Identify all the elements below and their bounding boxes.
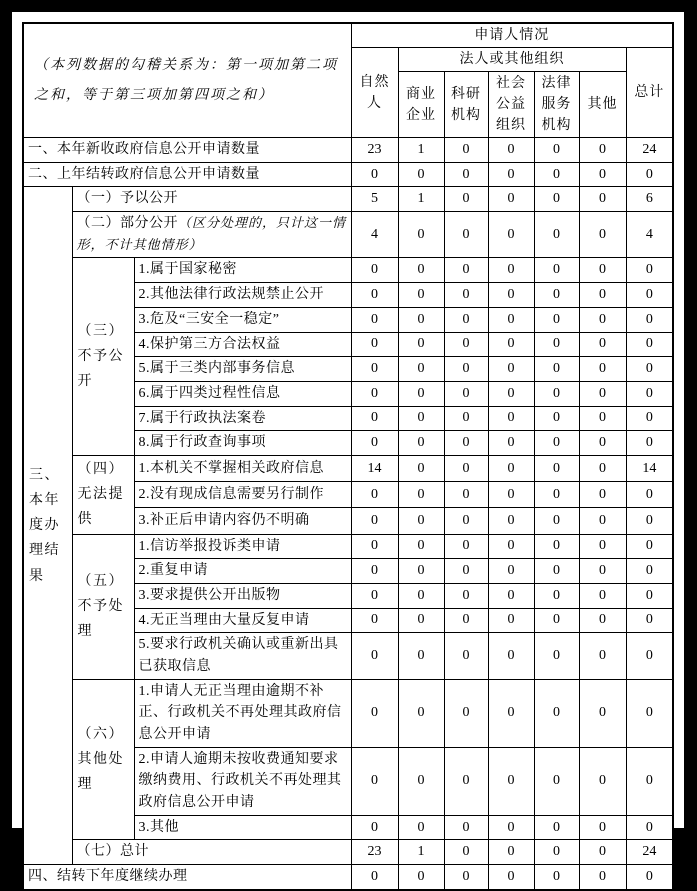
value-cell: 0: [444, 559, 488, 584]
value-cell: 0: [579, 258, 626, 283]
value-cell: 0: [351, 747, 398, 815]
value-cell: 0: [534, 431, 579, 456]
value-cell: 0: [398, 679, 444, 747]
value-cell: 0: [351, 633, 398, 679]
value-cell: 0: [444, 679, 488, 747]
group-label-not-disclosed: （三）不予公开: [72, 258, 134, 456]
value-cell: 0: [579, 381, 626, 406]
row-label-mass-repeated-without-reason: 4.无正当理由大量反复申请: [134, 608, 351, 633]
value-cell: 0: [579, 865, 626, 890]
value-cell: 0: [351, 608, 398, 633]
value-cell: 0: [626, 508, 673, 534]
row-label-note: （区分处理的，只计这一情形，不计其他情形）: [76, 215, 347, 252]
value-cell: 0: [351, 307, 398, 332]
row-label-administrative-inquiry: 8.属于行政查询事项: [134, 431, 351, 456]
value-cell: 0: [398, 307, 444, 332]
value-cell: 24: [626, 840, 673, 865]
value-cell: 0: [398, 381, 444, 406]
header-row-1: [23, 23, 673, 48]
group-label-other-processing: （六）其他处理: [72, 679, 134, 840]
value-cell: 0: [351, 162, 398, 187]
value-cell: 0: [398, 583, 444, 608]
value-cell: 0: [579, 633, 626, 679]
value-cell: 4: [351, 212, 398, 258]
value-cell: 0: [626, 332, 673, 357]
value-cell: 0: [626, 679, 673, 747]
value-cell: 0: [488, 633, 534, 679]
value-cell: 0: [444, 162, 488, 187]
row-label-other: 3.其他: [134, 815, 351, 840]
value-cell: 0: [534, 455, 579, 481]
value-cell: 0: [488, 431, 534, 456]
value-cell: 0: [488, 406, 534, 431]
value-cell: 14: [626, 455, 673, 481]
value-cell: 0: [488, 679, 534, 747]
value-cell: 4: [626, 212, 673, 258]
value-cell: 0: [534, 633, 579, 679]
value-cell: 0: [534, 559, 579, 584]
table-row: [23, 679, 673, 747]
value-cell: 0: [351, 679, 398, 747]
row-label-new-applications: 一、本年新收政府信息公开申请数量: [23, 138, 351, 163]
value-cell: 24: [626, 138, 673, 163]
value-cell: 0: [626, 534, 673, 559]
value-cell: 23: [351, 840, 398, 865]
value-cell: 0: [488, 482, 534, 508]
value-cell: 0: [579, 583, 626, 608]
value-cell: 0: [534, 138, 579, 163]
value-cell: 0: [398, 258, 444, 283]
value-cell: 1: [398, 187, 444, 212]
value-cell: 0: [398, 357, 444, 382]
value-cell: 0: [488, 162, 534, 187]
value-cell: 0: [444, 865, 488, 890]
row-label-overdue-unpaid-fees: 2.申请人逾期未按收费通知要求缴纳费用、行政机关不再处理其政府信息公开申请: [134, 747, 351, 815]
value-cell: 0: [488, 455, 534, 481]
value-cell: 0: [351, 865, 398, 890]
value-cell: 0: [626, 747, 673, 815]
value-cell: 0: [398, 608, 444, 633]
value-cell: 0: [351, 258, 398, 283]
row-label-process-info: 6.属于四类过程性信息: [134, 381, 351, 406]
value-cell: 0: [626, 559, 673, 584]
value-cell: 0: [534, 283, 579, 308]
value-cell: 0: [444, 283, 488, 308]
value-cell: 0: [579, 747, 626, 815]
value-cell: 0: [351, 815, 398, 840]
value-cell: 0: [488, 258, 534, 283]
value-cell: 0: [488, 212, 534, 258]
value-cell: 0: [579, 679, 626, 747]
value-cell: 0: [444, 815, 488, 840]
value-cell: 0: [579, 431, 626, 456]
row-label-prohibited-by-law: 2.其他法律行政法规禁止公开: [134, 283, 351, 308]
value-cell: 0: [534, 583, 579, 608]
col-header-legal-service-org: 法律服务机构: [534, 72, 579, 138]
value-cell: 0: [488, 357, 534, 382]
value-cell: 0: [351, 381, 398, 406]
col-header-natural-person: 自然人: [351, 48, 398, 138]
disclosure-table: [22, 22, 674, 891]
value-cell: 0: [444, 840, 488, 865]
value-cell: 0: [534, 747, 579, 815]
group-label-unable-to-provide: （四）无法提供: [72, 455, 134, 534]
value-cell: 0: [444, 258, 488, 283]
value-cell: 0: [534, 865, 579, 890]
row-label-third-party-rights: 4.保护第三方合法权益: [134, 332, 351, 357]
value-cell: 0: [579, 162, 626, 187]
value-cell: 0: [579, 534, 626, 559]
row-label-overdue-no-correction: 1.申请人无正当理由逾期不补正、行政机关不再处理其政府信息公开申请: [134, 679, 351, 747]
value-cell: 0: [488, 583, 534, 608]
value-cell: 1: [398, 840, 444, 865]
value-cell: 0: [579, 508, 626, 534]
row-label-subtotal: （七）总计: [72, 840, 351, 865]
row-label-enforcement-files: 7.属于行政执法案卷: [134, 406, 351, 431]
value-cell: 0: [488, 534, 534, 559]
value-cell: 0: [444, 747, 488, 815]
value-cell: 0: [534, 534, 579, 559]
value-cell: 0: [351, 559, 398, 584]
header-applicant-status: 申请人情况: [351, 23, 673, 48]
row-label-still-unclear-after-correction: 3.补正后申请内容仍不明确: [134, 508, 351, 534]
table-row: [23, 187, 673, 212]
value-cell: 0: [444, 583, 488, 608]
value-cell: 0: [488, 840, 534, 865]
table-row: [23, 840, 673, 865]
col-header-commercial-enterprise: 商业企业: [398, 72, 444, 138]
table-row: [23, 455, 673, 481]
value-cell: 0: [444, 431, 488, 456]
value-cell: 0: [534, 187, 579, 212]
value-cell: 0: [398, 815, 444, 840]
row-label-petition-complaint: 1.信访举报投诉类申请: [134, 534, 351, 559]
value-cell: 0: [444, 508, 488, 534]
value-cell: 0: [626, 357, 673, 382]
value-cell: 0: [626, 258, 673, 283]
page: [12, 12, 684, 885]
value-cell: 1: [398, 138, 444, 163]
value-cell: 0: [398, 559, 444, 584]
value-cell: 0: [444, 633, 488, 679]
value-cell: 0: [534, 332, 579, 357]
value-cell: 0: [351, 508, 398, 534]
value-cell: 23: [351, 138, 398, 163]
value-cell: 0: [579, 332, 626, 357]
value-cell: 0: [579, 608, 626, 633]
value-cell: 0: [626, 608, 673, 633]
value-cell: 0: [444, 307, 488, 332]
value-cell: 0: [398, 162, 444, 187]
value-cell: 0: [351, 534, 398, 559]
value-cell: 0: [534, 508, 579, 534]
row-label-repeated-application: 2.重复申请: [134, 559, 351, 584]
value-cell: 0: [534, 212, 579, 258]
value-cell: 0: [534, 406, 579, 431]
value-cell: 0: [534, 679, 579, 747]
table-row: [23, 865, 673, 890]
col-header-public-welfare-org: 社会公益组织: [488, 72, 534, 138]
value-cell: 0: [351, 583, 398, 608]
value-cell: 0: [579, 187, 626, 212]
value-cell: 0: [488, 283, 534, 308]
section-label-processing-results: 三、本年度办理结果: [23, 187, 72, 865]
value-cell: 0: [444, 406, 488, 431]
table-row: [23, 258, 673, 283]
table-row: [23, 162, 673, 187]
value-cell: 0: [444, 332, 488, 357]
value-cell: 0: [398, 283, 444, 308]
value-cell: 0: [626, 482, 673, 508]
value-cell: 0: [626, 865, 673, 890]
value-cell: 0: [351, 283, 398, 308]
value-cell: 0: [488, 559, 534, 584]
value-cell: 0: [398, 332, 444, 357]
group-label-not-processed: （五）不予处理: [72, 534, 134, 679]
value-cell: 0: [398, 633, 444, 679]
value-cell: 0: [488, 332, 534, 357]
value-cell: 0: [534, 307, 579, 332]
value-cell: 0: [534, 840, 579, 865]
value-cell: 0: [579, 455, 626, 481]
row-label-endanger-security-stability: 3.危及“三安全一稳定”: [134, 307, 351, 332]
reconciliation-note: （本列数据的勾稽关系为：第一项加第二项之和，等于第三项加第四项之和）: [23, 23, 351, 138]
value-cell: 0: [444, 357, 488, 382]
table-row: [23, 138, 673, 163]
value-cell: 0: [579, 283, 626, 308]
value-cell: 0: [534, 357, 579, 382]
value-cell: 0: [579, 840, 626, 865]
row-label-text: （二）部分公开: [76, 216, 178, 232]
value-cell: 0: [579, 357, 626, 382]
value-cell: 0: [398, 482, 444, 508]
value-cell: 5: [351, 187, 398, 212]
value-cell: 0: [444, 608, 488, 633]
value-cell: 0: [626, 406, 673, 431]
value-cell: 0: [579, 482, 626, 508]
value-cell: 0: [626, 162, 673, 187]
col-header-total: 总计: [626, 48, 673, 138]
table-row: [23, 212, 673, 258]
value-cell: 0: [488, 187, 534, 212]
value-cell: 0: [444, 212, 488, 258]
value-cell: 0: [579, 815, 626, 840]
col-header-other-org: 其他: [579, 72, 626, 138]
col-header-research-institution: 科研机构: [444, 72, 488, 138]
row-label-granted-disclosure: （一）予以公开: [72, 187, 351, 212]
value-cell: 0: [351, 357, 398, 382]
value-cell: 0: [534, 162, 579, 187]
value-cell: 0: [488, 865, 534, 890]
value-cell: 0: [444, 381, 488, 406]
row-label-state-secret: 1.属于国家秘密: [134, 258, 351, 283]
value-cell: 0: [488, 608, 534, 633]
value-cell: 0: [444, 482, 488, 508]
value-cell: 0: [579, 212, 626, 258]
row-label-partial-disclosure: [72, 212, 351, 258]
value-cell: 0: [626, 307, 673, 332]
row-label-info-not-held: 1.本机关不掌握相关政府信息: [134, 455, 351, 481]
value-cell: 0: [398, 747, 444, 815]
value-cell: 0: [488, 307, 534, 332]
value-cell: 0: [398, 508, 444, 534]
value-cell: 0: [351, 482, 398, 508]
value-cell: 0: [351, 431, 398, 456]
value-cell: 0: [398, 431, 444, 456]
value-cell: 0: [579, 559, 626, 584]
value-cell: 0: [398, 455, 444, 481]
value-cell: 0: [398, 534, 444, 559]
row-label-internal-affairs-info: 5.属于三类内部事务信息: [134, 357, 351, 382]
value-cell: 0: [398, 212, 444, 258]
value-cell: 0: [444, 455, 488, 481]
value-cell: 0: [534, 258, 579, 283]
col-header-legal-org: 法人或其他组织: [398, 48, 626, 72]
table-row: [23, 534, 673, 559]
value-cell: 0: [626, 633, 673, 679]
value-cell: 0: [351, 406, 398, 431]
value-cell: 0: [534, 482, 579, 508]
row-label-needs-separate-production: 2.没有现成信息需要另行制作: [134, 482, 351, 508]
value-cell: 0: [534, 608, 579, 633]
value-cell: 0: [488, 815, 534, 840]
value-cell: 0: [626, 583, 673, 608]
row-label-public-publications: 3.要求提供公开出版物: [134, 583, 351, 608]
value-cell: 0: [488, 747, 534, 815]
value-cell: 0: [579, 307, 626, 332]
value-cell: 6: [626, 187, 673, 212]
value-cell: 0: [488, 138, 534, 163]
value-cell: 0: [444, 187, 488, 212]
value-cell: 0: [626, 431, 673, 456]
value-cell: 0: [534, 381, 579, 406]
value-cell: 0: [626, 815, 673, 840]
value-cell: 0: [534, 815, 579, 840]
row-label-confirm-or-reissue-info: 5.要求行政机关确认或重新出具已获取信息: [134, 633, 351, 679]
value-cell: 0: [579, 406, 626, 431]
value-cell: 0: [488, 381, 534, 406]
value-cell: 0: [579, 138, 626, 163]
value-cell: 0: [626, 283, 673, 308]
value-cell: 14: [351, 455, 398, 481]
value-cell: 0: [398, 406, 444, 431]
value-cell: 0: [626, 381, 673, 406]
row-label-carry-to-next-year: 四、结转下年度继续办理: [23, 865, 351, 890]
value-cell: 0: [444, 534, 488, 559]
value-cell: 0: [444, 138, 488, 163]
value-cell: 0: [488, 508, 534, 534]
value-cell: 0: [351, 332, 398, 357]
row-label-carried-over-applications: 二、上年结转政府信息公开申请数量: [23, 162, 351, 187]
value-cell: 0: [398, 865, 444, 890]
